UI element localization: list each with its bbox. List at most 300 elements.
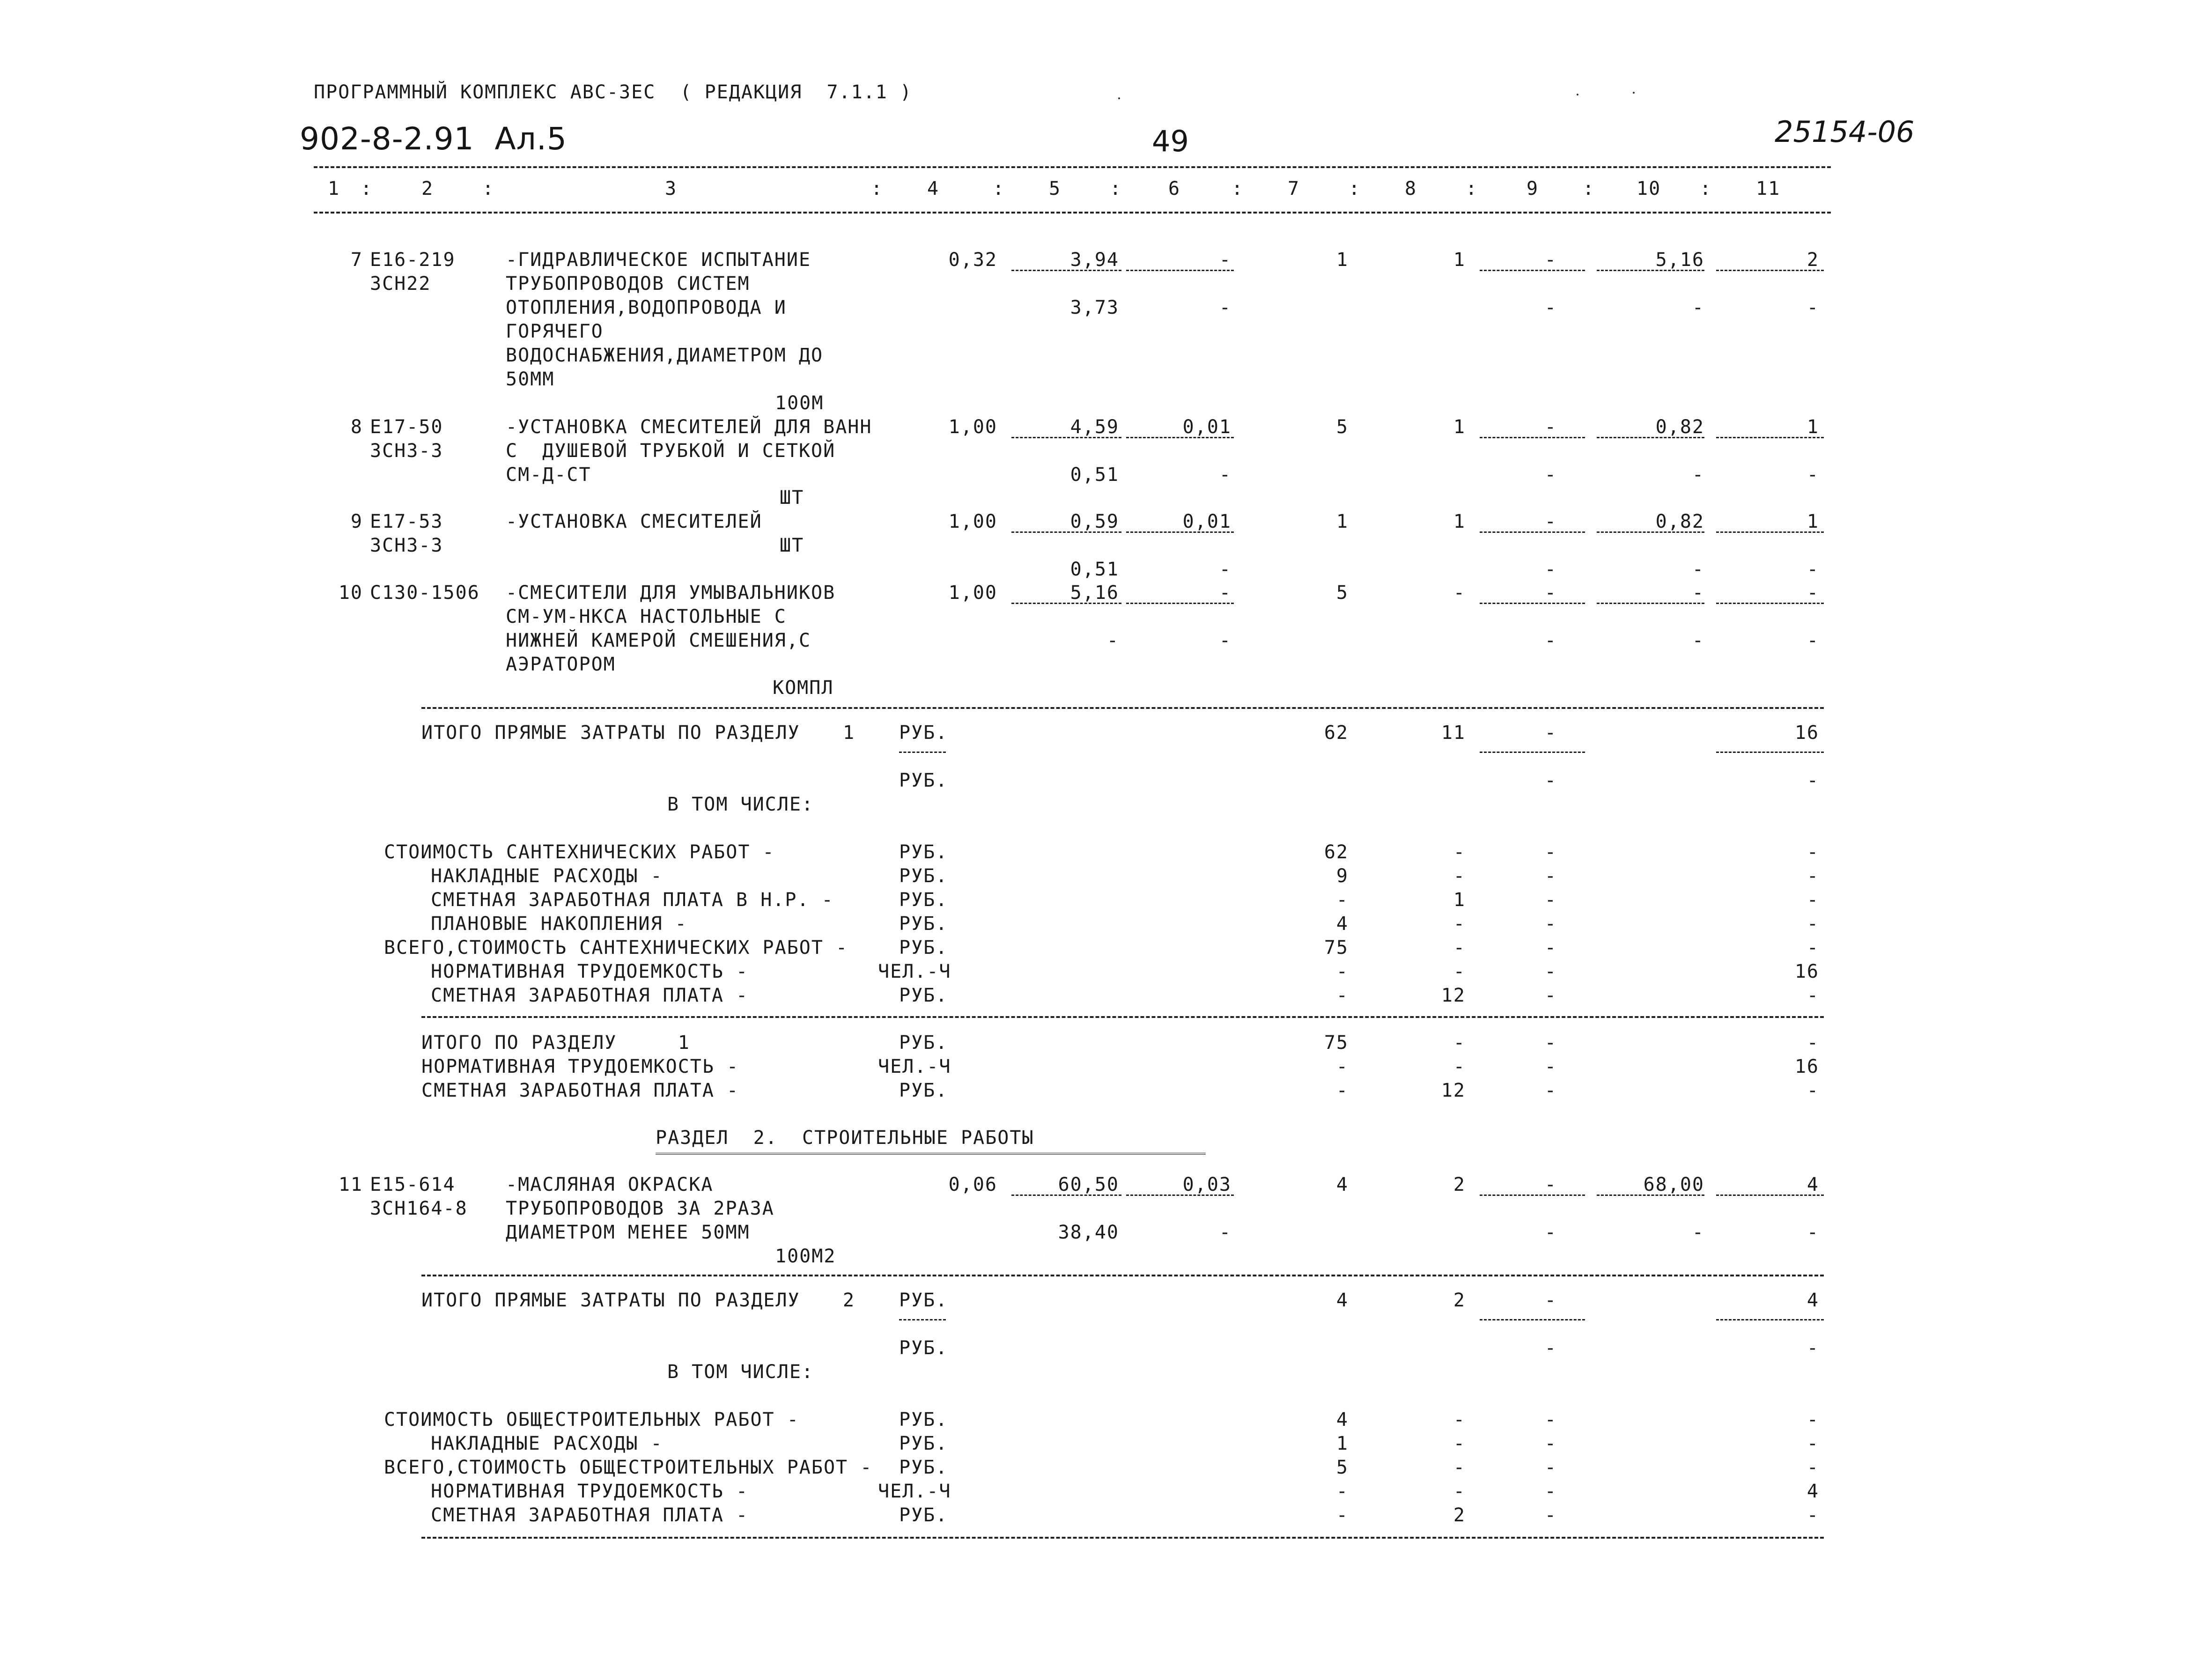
value-c9: - — [1544, 961, 1557, 982]
value-c9: - — [1544, 913, 1557, 935]
item-number: 10 — [338, 582, 363, 604]
breakdown-label: СТОИМОСТЬ САНТЕХНИЧЕСКИХ РАБОТ - — [384, 841, 775, 863]
value-c8: - — [1453, 1457, 1466, 1478]
unit: РУБ. — [899, 722, 948, 744]
value-c11: - — [1806, 841, 1819, 863]
col-header-1: 1 — [328, 178, 340, 199]
value-c11: - — [1806, 937, 1819, 959]
breakdown-row — [0, 984, 2212, 1008]
item-code: С130-1506 — [370, 582, 480, 604]
column-underline — [1480, 1319, 1585, 1320]
value-c6-secondary: - — [1219, 1222, 1231, 1243]
section-heading-underline — [656, 1153, 1206, 1158]
section-heading: РАЗДЕЛ 2. СТРОИТЕЛЬНЫЕ РАБОТЫ — [656, 1127, 1034, 1149]
item-unit-row — [0, 486, 2212, 510]
column-underline — [1480, 603, 1585, 604]
value-c11: - — [1806, 1504, 1819, 1526]
value-c9: - — [1544, 865, 1557, 887]
value-c6: 0,01 — [1182, 511, 1231, 532]
total-label: ИТОГО ПРЯМЫЕ ЗАТРАТЫ ПО РАЗДЕЛУ — [421, 722, 800, 744]
unit: РУБ. — [899, 1032, 948, 1054]
section-rule — [421, 1016, 1824, 1018]
item-unit: 100М — [775, 392, 824, 414]
value-c5-secondary: 38,40 — [1058, 1222, 1119, 1243]
value-c8: 1 — [1453, 416, 1466, 438]
value-c7: 4 — [1336, 1290, 1349, 1311]
column-underline — [1126, 1194, 1234, 1196]
value-c9: - — [1544, 416, 1557, 438]
value-c11: 4 — [1806, 1290, 1819, 1311]
value-c9: - — [1544, 1080, 1557, 1101]
item-description: -МАСЛЯНАЯ ОКРАСКА — [506, 1174, 714, 1195]
value-c10-secondary: - — [1692, 464, 1704, 486]
col-header-7: 7 — [1288, 178, 1300, 199]
archive-number: 25154-06 — [1775, 115, 1915, 149]
value-c11-secondary: - — [1806, 770, 1819, 791]
value-c9-secondary: - — [1544, 297, 1557, 318]
section-total-row — [0, 1055, 2212, 1079]
value-c4: 1,00 — [948, 416, 997, 438]
value-c8: - — [1453, 865, 1466, 887]
breakdown-row — [0, 888, 2212, 912]
section-total-row — [0, 1079, 2212, 1103]
value-c9: - — [1544, 1409, 1557, 1430]
value-c10-secondary: - — [1692, 1222, 1704, 1243]
item-code-extra: ЗСН3-3 — [370, 440, 443, 462]
item-code-extra: ЗСН164-8 — [370, 1198, 468, 1219]
value-c8: 2 — [1453, 1504, 1466, 1526]
breakdown-row — [0, 1408, 2212, 1432]
column-underline — [1716, 270, 1824, 271]
column-underline — [1011, 603, 1121, 604]
column-underline — [1716, 752, 1824, 753]
col-header-5: 5 — [1049, 178, 1062, 199]
unit: РУБ. — [899, 889, 948, 911]
item-row — [0, 463, 2212, 487]
total-label: ИТОГО ПО РАЗДЕЛУ 1 — [421, 1032, 690, 1054]
column-underline — [1480, 270, 1585, 271]
value-c9: - — [1544, 1174, 1557, 1195]
value-c7: 75 — [1324, 1032, 1349, 1054]
value-c8: - — [1453, 1433, 1466, 1454]
value-c8: - — [1453, 937, 1466, 959]
column-underline — [1480, 531, 1585, 533]
value-c6-secondary: - — [1219, 464, 1231, 486]
item-number: 7 — [350, 249, 363, 271]
value-c8: - — [1453, 1409, 1466, 1430]
breakdown-label: СМЕТНАЯ ЗАРАБОТНАЯ ПЛАТА - — [431, 985, 749, 1006]
item-row — [0, 415, 2212, 439]
column-underline — [1597, 603, 1704, 604]
unit: РУБ. — [899, 1504, 948, 1526]
value-c8: 1 — [1453, 889, 1466, 911]
breakdown-label: ВСЕГО,СТОИМОСТЬ САНТЕХНИЧЕСКИХ РАБОТ - — [384, 937, 848, 959]
value-c11: - — [1806, 582, 1819, 604]
breakdown-row — [0, 1456, 2212, 1480]
breakdown-label: НОРМАТИВНАЯ ТРУДОЕМКОСТЬ - — [431, 1481, 749, 1502]
value-c7: 5 — [1336, 1457, 1349, 1478]
item-code: Е17-50 — [370, 416, 443, 438]
value-c8: 12 — [1441, 1080, 1466, 1101]
value-c9: - — [1544, 1056, 1557, 1077]
value-c5: 0,59 — [1070, 511, 1119, 532]
unit: РУБ. — [899, 913, 948, 935]
unit: РУБ. — [899, 1290, 948, 1311]
value-c7: - — [1336, 1056, 1349, 1077]
value-c7: - — [1336, 1080, 1349, 1101]
item-code: Е16-219 — [370, 249, 456, 271]
including-row — [0, 793, 2212, 817]
item-code: Е15-614 — [370, 1174, 456, 1195]
item-row — [0, 368, 2212, 391]
item-unit: ШТ — [780, 487, 804, 509]
value-c11: 4 — [1806, 1481, 1819, 1502]
value-c9: - — [1544, 1481, 1557, 1502]
breakdown-row — [0, 960, 2212, 984]
item-row — [0, 605, 2212, 629]
value-c5: 60,50 — [1058, 1174, 1119, 1195]
value-c10: 68,00 — [1643, 1174, 1704, 1195]
breakdown-label: СТОИМОСТЬ ОБЩЕСТРОИТЕЛЬНЫХ РАБОТ - — [384, 1409, 799, 1430]
value-c11: - — [1806, 1409, 1819, 1430]
breakdown-label: СМЕТНАЯ ЗАРАБОТНАЯ ПЛАТА - — [431, 1504, 749, 1526]
item-number: 11 — [338, 1174, 363, 1195]
column-underline — [1716, 437, 1824, 438]
value-c9: - — [1544, 985, 1557, 1006]
value-c6: - — [1219, 582, 1231, 604]
total-direct-row — [0, 1289, 2212, 1312]
unit: РУБ. — [899, 1080, 948, 1101]
value-c9: - — [1544, 1032, 1557, 1054]
column-underline — [1716, 603, 1824, 604]
value-c8: 1 — [1453, 249, 1466, 271]
item-description: ГОРЯЧЕГО — [506, 321, 604, 342]
item-unit: 100М2 — [775, 1246, 836, 1267]
col-header-4: 4 — [927, 178, 940, 199]
breakdown-label: НОРМАТИВНАЯ ТРУДОЕМКОСТЬ - — [431, 961, 749, 982]
item-row — [0, 1221, 2212, 1245]
value-c9-secondary: - — [1544, 464, 1557, 486]
breakdown-label: ПЛАНОВЫЕ НАКОПЛЕНИЯ - — [431, 913, 687, 935]
value-c7: 1 — [1336, 1433, 1349, 1454]
value-c9-secondary: - — [1544, 1337, 1557, 1359]
total-direct-row — [0, 1336, 2212, 1360]
unit: РУБ. — [899, 1433, 948, 1454]
section-total-row — [0, 1031, 2212, 1055]
item-description: С ДУШЕВОЙ ТРУБКОЙ И СЕТКОЙ — [506, 440, 836, 462]
unit: РУБ. — [899, 937, 948, 959]
unit: РУБ. — [899, 770, 948, 791]
section-heading-row — [0, 1126, 2212, 1150]
value-c7: 5 — [1336, 416, 1349, 438]
column-underline — [1597, 1194, 1704, 1196]
including-label: В ТОМ ЧИСЛЕ: — [667, 1361, 814, 1383]
col-header-10: 10 — [1637, 178, 1661, 199]
value-c11: - — [1806, 1080, 1819, 1101]
value-c4: 1,00 — [948, 511, 997, 532]
col-header-9: 9 — [1526, 178, 1539, 199]
value-c11: 2 — [1806, 249, 1819, 271]
column-underline — [1716, 1319, 1824, 1320]
unit: РУБ. — [899, 865, 948, 887]
item-description: ТРУБОПРОВОДОВ ЗА 2РАЗА — [506, 1198, 774, 1219]
total-direct-row — [0, 721, 2212, 745]
value-c7: 4 — [1336, 1174, 1349, 1195]
unit: РУБ. — [899, 1457, 948, 1478]
value-c11-secondary: - — [1806, 1222, 1819, 1243]
value-c11: - — [1806, 1433, 1819, 1454]
item-number: 9 — [350, 511, 363, 532]
value-c4: 0,06 — [948, 1174, 997, 1195]
value-c7: 1 — [1336, 249, 1349, 271]
sheet-number: 49 — [1152, 124, 1189, 158]
unit: РУБ. — [899, 1409, 948, 1430]
column-header-row: 1 : 2 : 3 : 4 : 5 : 6 : 7 : 8 : 9 : 10 : 11 — [314, 177, 1831, 203]
unit: ЧЕЛ.-Ч — [878, 1056, 951, 1077]
value-c11: - — [1806, 865, 1819, 887]
value-c5-secondary: - — [1106, 630, 1119, 651]
breakdown-label: СМЕТНАЯ ЗАРАБОТНАЯ ПЛАТА В Н.Р. - — [431, 889, 834, 911]
value-c6: 0,01 — [1182, 416, 1231, 438]
item-unit-row — [0, 391, 2212, 415]
value-c7: 5 — [1336, 582, 1349, 604]
value-c7: - — [1336, 1481, 1349, 1502]
value-c11: - — [1806, 913, 1819, 935]
value-c11: - — [1806, 1032, 1819, 1054]
breakdown-label: НАКЛАДНЫЕ РАСХОДЫ - — [431, 1433, 663, 1454]
item-row — [0, 653, 2212, 677]
breakdown-row — [0, 864, 2212, 888]
value-c11-secondary: - — [1806, 559, 1819, 580]
unit: РУБ. — [899, 985, 948, 1006]
item-number: 8 — [350, 416, 363, 438]
breakdown-row — [0, 1504, 2212, 1527]
col-header-2: 2 — [421, 178, 434, 199]
value-c11: 16 — [1794, 722, 1819, 744]
item-description: -СМЕСИТЕЛИ ДЛЯ УМЫВАЛЬНИКОВ — [506, 582, 836, 604]
item-row — [0, 296, 2212, 320]
value-c8: - — [1453, 1056, 1466, 1077]
value-c10-secondary: - — [1692, 297, 1704, 318]
column-underline — [1597, 270, 1704, 271]
value-c9: - — [1544, 1290, 1557, 1311]
column-underline — [1480, 437, 1585, 438]
value-c8: 1 — [1453, 511, 1466, 532]
item-description: ВОДОСНАБЖЕНИЯ,ДИАМЕТРОМ ДО — [506, 345, 824, 366]
section-rule — [421, 1275, 1824, 1276]
item-row — [0, 558, 2212, 582]
item-row — [0, 1197, 2212, 1221]
item-description: -УСТАНОВКА СМЕСИТЕЛЕЙ — [506, 511, 762, 532]
value-c6-secondary: - — [1219, 559, 1231, 580]
value-c11: 16 — [1794, 961, 1819, 982]
item-unit: КОМПЛ — [773, 677, 834, 699]
item-unit-row — [0, 676, 2212, 700]
value-c8: - — [1453, 913, 1466, 935]
item-row — [0, 510, 2212, 534]
value-c9: - — [1544, 1433, 1557, 1454]
column-underline — [1126, 531, 1234, 533]
breakdown-row — [0, 1480, 2212, 1504]
col-header-11: 11 — [1756, 178, 1781, 199]
column-underline — [1480, 752, 1585, 753]
item-description: ОТОПЛЕНИЯ,ВОДОПРОВОДА И — [506, 297, 787, 318]
item-row — [0, 248, 2212, 272]
value-c9: - — [1544, 722, 1557, 744]
value-c7: 62 — [1324, 722, 1349, 744]
breakdown-row — [0, 912, 2212, 936]
value-c5-secondary: 0,51 — [1070, 559, 1119, 580]
value-c9: - — [1544, 1504, 1557, 1526]
column-underline — [1480, 1194, 1585, 1196]
item-code: Е17-53 — [370, 511, 443, 532]
value-c10: 0,82 — [1655, 416, 1704, 438]
value-c8: 2 — [1453, 1174, 1466, 1195]
value-c7: - — [1336, 889, 1349, 911]
value-c9: - — [1544, 937, 1557, 959]
total-label: НОРМАТИВНАЯ ТРУДОЕМКОСТЬ - — [421, 1056, 739, 1077]
value-c7: - — [1336, 1504, 1349, 1526]
column-underline — [1011, 531, 1121, 533]
item-description: СМ-Д-СТ — [506, 464, 591, 486]
unit-underline — [899, 752, 946, 753]
section-number: 1 — [843, 722, 855, 744]
value-c11: - — [1806, 985, 1819, 1006]
total-label: ИТОГО ПРЯМЫЕ ЗАТРАТЫ ПО РАЗДЕЛУ — [421, 1290, 800, 1311]
value-c9: - — [1544, 249, 1557, 271]
total-label: СМЕТНАЯ ЗАРАБОТНАЯ ПЛАТА - — [421, 1080, 739, 1101]
value-c11: - — [1806, 1457, 1819, 1478]
column-underline — [1011, 437, 1121, 438]
section-number: 2 — [843, 1290, 855, 1311]
value-c8: 11 — [1441, 722, 1466, 744]
value-c11-secondary: - — [1806, 630, 1819, 651]
value-c10: - — [1692, 582, 1704, 604]
col-header-3: 3 — [665, 178, 678, 199]
item-description: НИЖНЕЙ КАМЕРОЙ СМЕШЕНИЯ,С — [506, 630, 811, 651]
unit: ЧЕЛ.-Ч — [878, 1481, 951, 1502]
breakdown-row — [0, 841, 2212, 864]
value-c6: 0,03 — [1182, 1174, 1231, 1195]
value-c11: 16 — [1794, 1056, 1819, 1077]
value-c7: - — [1336, 961, 1349, 982]
value-c5: 3,94 — [1070, 249, 1119, 271]
section-rule — [421, 1537, 1824, 1539]
item-description: ДИАМЕТРОМ МЕНЕЕ 50ММ — [506, 1222, 750, 1243]
value-c11-secondary: - — [1806, 1337, 1819, 1359]
value-c7: - — [1336, 985, 1349, 1006]
column-underline — [1716, 1194, 1824, 1196]
value-c7: 62 — [1324, 841, 1349, 863]
value-c9-secondary: - — [1544, 630, 1557, 651]
item-description: -ГИДРАВЛИЧЕСКОЕ ИСПЫТАНИЕ — [506, 249, 811, 271]
unit: РУБ. — [899, 1337, 948, 1359]
including-label: В ТОМ ЧИСЛЕ: — [667, 794, 814, 815]
value-c6-secondary: - — [1219, 630, 1231, 651]
col-header-8: 8 — [1405, 178, 1417, 199]
item-unit-row — [0, 1245, 2212, 1268]
value-c11-secondary: - — [1806, 464, 1819, 486]
value-c11: - — [1806, 889, 1819, 911]
item-description: ТРУБОПРОВОДОВ СИСТЕМ — [506, 273, 750, 295]
value-c11: 1 — [1806, 416, 1819, 438]
item-row — [0, 320, 2212, 344]
column-underline — [1126, 437, 1234, 438]
value-c9: - — [1544, 841, 1557, 863]
column-underline — [1011, 270, 1121, 271]
item-row — [0, 272, 2212, 296]
value-c5: 4,59 — [1070, 416, 1119, 438]
total-direct-row — [0, 769, 2212, 793]
program-header: ПРОГРАММНЫЙ КОМПЛЕКС АВС-ЗЕС ( РЕДАКЦИЯ 7.1.1 ) — [314, 81, 913, 103]
value-c9-secondary: - — [1544, 1222, 1557, 1243]
column-underline — [1716, 531, 1824, 533]
item-description: 50ММ — [506, 369, 555, 390]
item-description: -УСТАНОВКА СМЕСИТЕЛЕЙ ДЛЯ ВАНН — [506, 416, 872, 438]
value-c8: 2 — [1453, 1290, 1466, 1311]
value-c5-secondary: 3,73 — [1070, 297, 1119, 318]
value-c9: - — [1544, 1457, 1557, 1478]
value-c11: 1 — [1806, 511, 1819, 532]
including-row — [0, 1360, 2212, 1384]
item-code-extra: ЗСН22 — [370, 273, 431, 295]
value-c9-secondary: - — [1544, 559, 1557, 580]
item-description: АЭРАТОРОМ — [506, 654, 616, 675]
value-c8: - — [1453, 841, 1466, 863]
document-code: 902-8-2.91 Ал.5 — [300, 121, 567, 157]
column-underline — [1011, 1194, 1121, 1196]
unit: РУБ. — [899, 841, 948, 863]
value-c4: 1,00 — [948, 582, 997, 604]
value-c11: 4 — [1806, 1174, 1819, 1195]
column-underline — [1126, 603, 1234, 604]
value-c8: - — [1453, 1032, 1466, 1054]
item-row — [0, 439, 2212, 463]
value-c7: 4 — [1336, 913, 1349, 935]
value-c10-secondary: - — [1692, 630, 1704, 651]
value-c10-secondary: - — [1692, 559, 1704, 580]
value-c9: - — [1544, 511, 1557, 532]
col-header-6: 6 — [1168, 178, 1181, 199]
value-c8: - — [1453, 1481, 1466, 1502]
value-c6-secondary: - — [1219, 297, 1231, 318]
breakdown-label: НАКЛАДНЫЕ РАСХОДЫ - — [431, 865, 663, 887]
column-underline — [1597, 437, 1704, 438]
value-c7: 75 — [1324, 937, 1349, 959]
item-unit: ШТ — [780, 535, 804, 556]
unit: ЧЕЛ.-Ч — [878, 961, 951, 982]
value-c9-secondary: - — [1544, 770, 1557, 791]
item-row — [0, 534, 2212, 558]
section-rule — [421, 707, 1824, 709]
value-c4: 0,32 — [948, 249, 997, 271]
value-c5-secondary: 0,51 — [1070, 464, 1119, 486]
item-code-extra: ЗСН3-3 — [370, 535, 443, 556]
value-c8: 12 — [1441, 985, 1466, 1006]
item-description: СМ-УМ-НКСА НАСТОЛЬНЫЕ С — [506, 606, 787, 627]
value-c9: - — [1544, 889, 1557, 911]
value-c10: 5,16 — [1655, 249, 1704, 271]
value-c10: 0,82 — [1655, 511, 1704, 532]
unit-underline — [899, 1319, 946, 1320]
item-row — [0, 581, 2212, 605]
breakdown-row — [0, 936, 2212, 960]
value-c7: 4 — [1336, 1409, 1349, 1430]
value-c6: - — [1219, 249, 1231, 271]
value-c5: 5,16 — [1070, 582, 1119, 604]
value-c8: - — [1453, 961, 1466, 982]
column-underline — [1126, 270, 1234, 271]
